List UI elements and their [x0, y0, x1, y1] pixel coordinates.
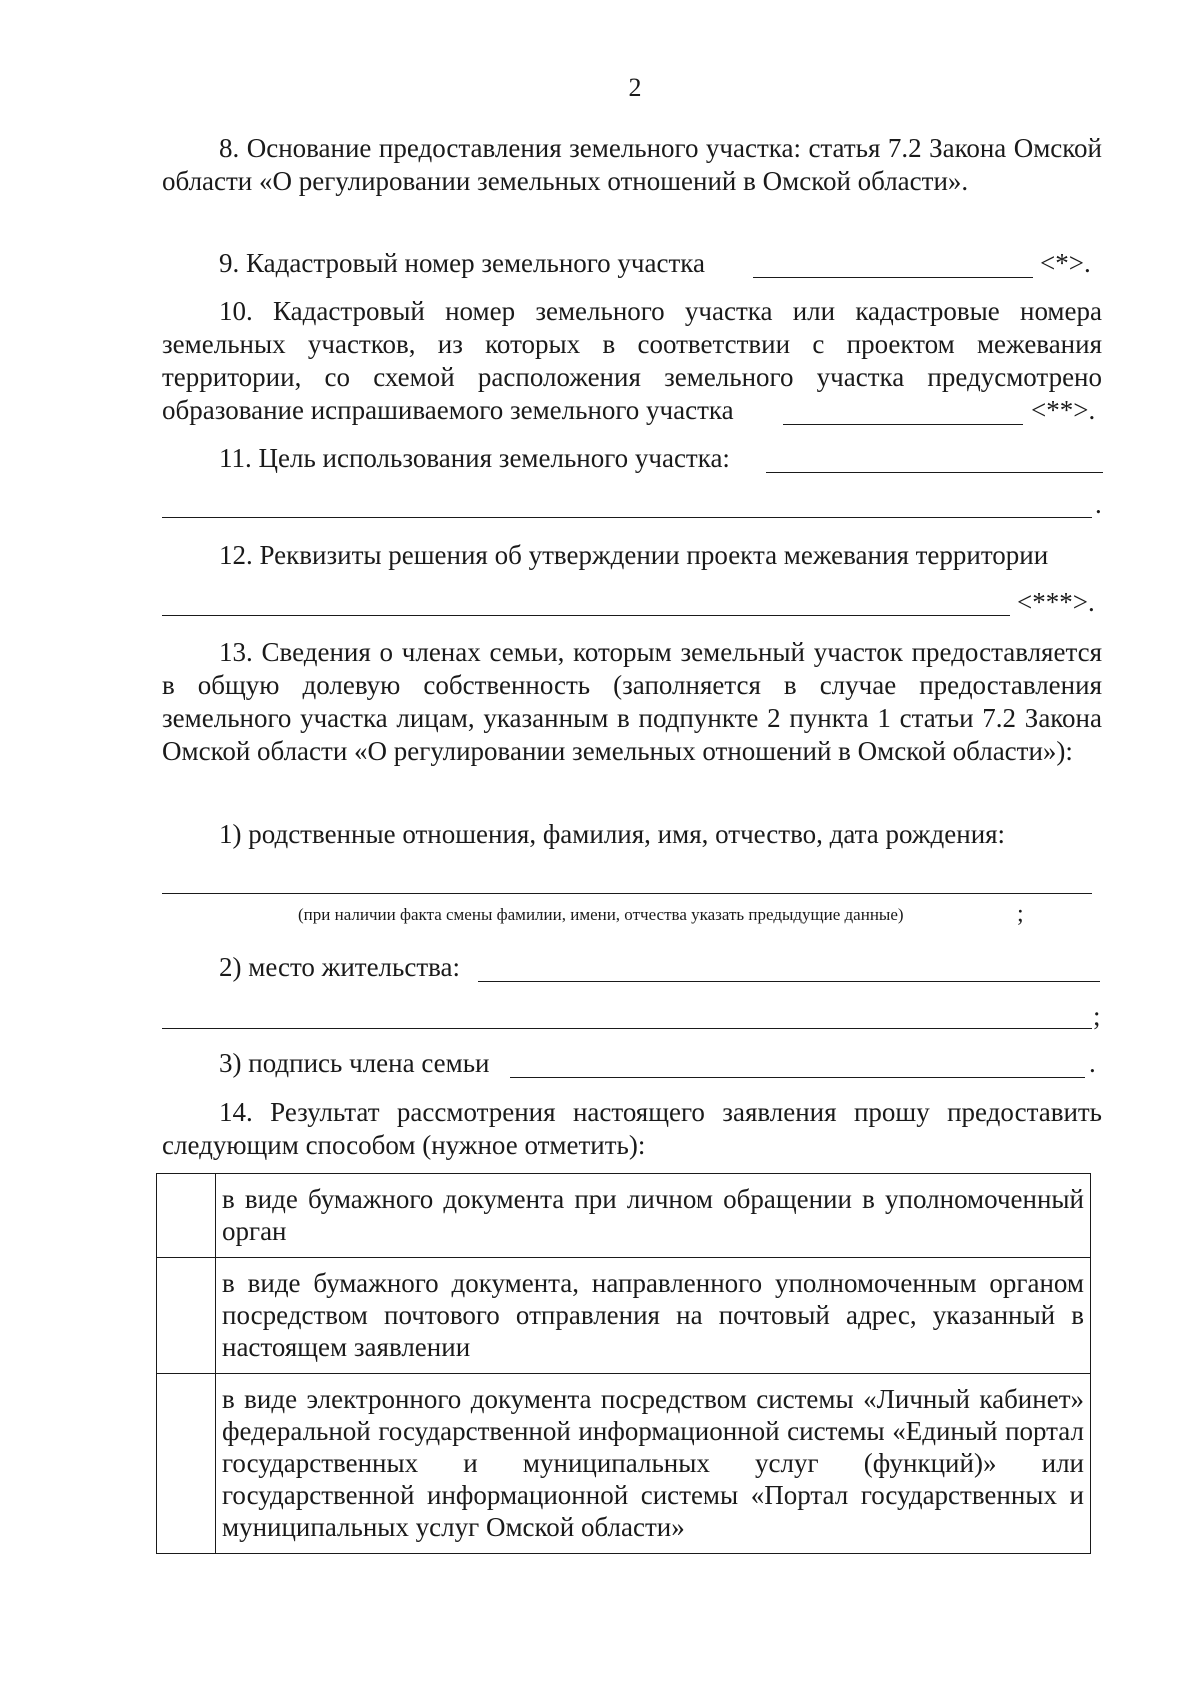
item-13-sub3-label: 3) подпись члена семьи: [219, 1048, 490, 1078]
item-13-sub1-label: 1) родственные отношения, фамилия, имя, отчество, дата рождения:: [219, 819, 1006, 849]
item-13-sub2-input-line-1[interactable]: [478, 981, 1100, 982]
option-checkbox-cell[interactable]: [157, 1174, 216, 1258]
item-12-input-line[interactable]: [162, 615, 1010, 616]
item-10-line-3: территории, со схемой расположения земельного участка предусмотрено: [162, 362, 1102, 392]
item-13-sub3-signature-line[interactable]: [510, 1077, 1085, 1078]
item-10-line-1: 10. Кадастровый номер земельного участка или кадастровые номера: [219, 296, 1102, 326]
item-12-label: 12. Реквизиты решения об утверждении проекта межевания территории: [219, 540, 1049, 570]
item-13-sub1-input-line[interactable]: [162, 893, 1092, 894]
option-label: в виде бумажного документа, направленного уполномоченным органом посредством почтового отправления на почтовый адрес, указанный в настоящем заявлении: [216, 1258, 1091, 1374]
delivery-option-row: [157, 1258, 1091, 1374]
item-12-footnote-ref: <***>.: [1017, 587, 1095, 617]
delivery-option-row: [157, 1374, 1091, 1554]
delivery-options-table: [156, 1173, 1091, 1554]
item-10-line-4: образование испрашиваемого земельного участка: [162, 395, 734, 425]
option-label: в виде бумажного документа при личном обращении в уполномоченный орган: [216, 1174, 1091, 1258]
item-14-paragraph: 14. Результат рассмотрения настоящего заявления прошу предоставить следующим способом (нужное отметить):: [162, 1097, 1102, 1160]
item-9-input-line[interactable]: [753, 277, 1033, 278]
item-9-footnote-ref: <*>.: [1040, 248, 1091, 278]
item-9-label: 9. Кадастровый номер земельного участка: [219, 248, 705, 278]
item-13-sub1-end: ;: [1017, 901, 1024, 927]
item-13-sub2-input-line-2[interactable]: [162, 1028, 1092, 1029]
item-11-label: 11. Цель использования земельного участка:: [219, 443, 730, 473]
option-checkbox-cell[interactable]: [157, 1374, 216, 1554]
item-10-footnote-ref: <**>.: [1031, 395, 1096, 425]
item-13-sub1-hint: (при наличии факта смены фамилии, имени, отчества указать предыдущие данные): [298, 905, 904, 924]
item-11-input-line-1[interactable]: [766, 472, 1103, 473]
option-label: в виде электронного документа посредством системы «Личный кабинет» федеральной государственной информационной системы «Единый портал государственных и муниципальных услуг (функций)» или государственной информационной системы «Портал государственных и муниципальных услуг Омской области»: [216, 1374, 1091, 1554]
item-11-input-line-2[interactable]: [162, 517, 1092, 518]
item-10-input-line[interactable]: [783, 424, 1023, 425]
option-checkbox-cell[interactable]: [157, 1258, 216, 1374]
item-8-paragraph: 8. Основание предоставления земельного участка: статья 7.2 Закона Омской области «О регулировании земельных отношений в Омской области».: [162, 133, 1102, 196]
item-11-end: .: [1095, 489, 1102, 519]
item-10-line-2: земельных участков, из которых в соответствии с проектом межевания: [162, 329, 1102, 359]
item-13-paragraph: 13. Сведения о членах семьи, которым земельный участок предоставляется в общую долевую собственность (заполняется в случае предоставления земельного участка лицам, указанным в подпункте 2 пункта 1 статьи 7.2 Закона Омской области «О регулировании земельных отношений в Омской области»):: [162, 637, 1102, 766]
item-13-sub2-end: ;: [1093, 1001, 1101, 1031]
delivery-option-row: [157, 1174, 1091, 1258]
page-number: 2: [628, 73, 642, 102]
item-13-sub2-label: 2) место жительства:: [219, 952, 460, 982]
item-13-sub3-end: .: [1089, 1048, 1096, 1078]
